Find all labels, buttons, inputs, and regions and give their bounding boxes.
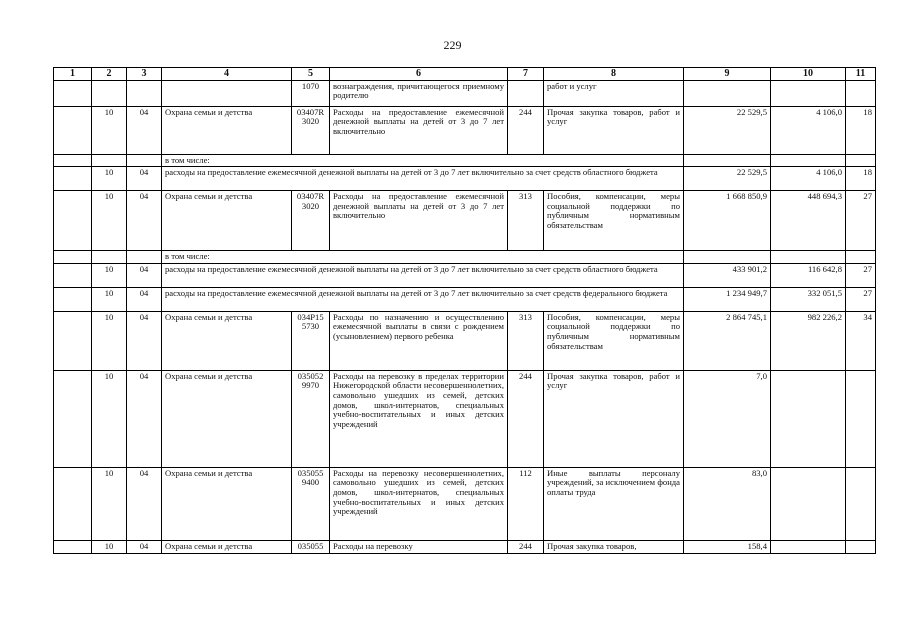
column-header-9: 9 — [684, 68, 771, 81]
cell-c1 — [54, 80, 92, 106]
cell-c1 — [54, 540, 92, 553]
column-header-11: 11 — [846, 68, 876, 81]
cell-c3: 04 — [127, 191, 162, 251]
cell-c10 — [771, 251, 846, 264]
cell-c3: 04 — [127, 467, 162, 540]
cell-c9 — [684, 251, 771, 264]
subtotal-label: в том числе: — [162, 154, 684, 167]
cell-c4: Охрана семьи и детства — [162, 370, 292, 467]
cell-c11 — [846, 80, 876, 106]
cell-c11 — [846, 251, 876, 264]
cell-c2: 10 — [92, 191, 127, 251]
cell-c8: Пособия, компенсации, меры социальной поддержки по публичным нормативным обязательствам — [544, 311, 684, 370]
cell-c7 — [508, 80, 544, 106]
cell-c3: 04 — [127, 370, 162, 467]
cell-c11: 27 — [846, 191, 876, 251]
cell-c4: Охрана семьи и детства — [162, 540, 292, 553]
table-row — [54, 80, 876, 106]
table-row — [54, 467, 876, 540]
column-header-2: 2 — [92, 68, 127, 81]
cell-c3: 04 — [127, 540, 162, 553]
cell-c1 — [54, 287, 92, 311]
cell-c2: 10 — [92, 540, 127, 553]
cell-c4: Охрана семьи и детства — [162, 191, 292, 251]
cell-c2: 10 — [92, 467, 127, 540]
cell-c10 — [771, 370, 846, 467]
table-row — [54, 370, 876, 467]
cell-c10: 4 106,0 — [771, 167, 846, 191]
cell-c10 — [771, 540, 846, 553]
cell-c9: 83,0 — [684, 467, 771, 540]
column-header-1: 1 — [54, 68, 92, 81]
cell-c7: 244 — [508, 540, 544, 553]
cell-c11: 27 — [846, 287, 876, 311]
cell-c11 — [846, 370, 876, 467]
table-row — [54, 106, 876, 154]
cell-c2 — [92, 154, 127, 167]
funding-source-description: расходы на предоставление ежемесячной денежной выплаты на детей от 3 до 7 лет включительно за счет средств федерального бюджета — [162, 287, 684, 311]
cell-c11 — [846, 154, 876, 167]
page-number: 229 — [443, 38, 462, 52]
column-header-10: 10 — [771, 68, 846, 81]
cell-c8: Пособия, компенсации, меры социальной поддержки по публичным нормативным обязательствам — [544, 191, 684, 251]
cell-c2 — [92, 80, 127, 106]
cell-c11: 27 — [846, 263, 876, 287]
cell-c3: 04 — [127, 287, 162, 311]
cell-c10 — [771, 154, 846, 167]
cell-c3: 04 — [127, 167, 162, 191]
cell-c6: Расходы на перевозку несовершеннолетних, самовольно ушедших из семей, детских домов, школ-интернатов, специальных учебно-воспитательных и иных детских учреждений — [330, 467, 508, 540]
cell-c7: 313 — [508, 311, 544, 370]
cell-c4: Охрана семьи и детства — [162, 467, 292, 540]
cell-c6: Расходы на предоставление ежемесячной денежной выплаты на детей от 3 до 7 лет включительно — [330, 106, 508, 154]
table-row — [54, 251, 876, 264]
cell-c4: Охрана семьи и детства — [162, 106, 292, 154]
table-row — [54, 191, 876, 251]
cell-c1 — [54, 251, 92, 264]
cell-c7: 244 — [508, 370, 544, 467]
cell-c3 — [127, 251, 162, 264]
cell-c6: Расходы на предоставление ежемесячной денежной выплаты на детей от 3 до 7 лет включительно — [330, 191, 508, 251]
cell-c9 — [684, 80, 771, 106]
column-header-6: 6 — [330, 68, 508, 81]
cell-c3 — [127, 80, 162, 106]
cell-c6: Расходы на перевозку в пределах территории Нижегородской области несовершеннолетних, самовольно ушедших из семей, детских домов, школ-интернатов, специальных учебно-воспитательных и иных детских учреждений — [330, 370, 508, 467]
cell-c11 — [846, 467, 876, 540]
cell-c6: Расходы по назначению и осуществлению ежемесячной выплаты в связи с рождением (усыновлением) первого ребенка — [330, 311, 508, 370]
cell-c9: 22 529,5 — [684, 167, 771, 191]
cell-c9: 1 668 850,9 — [684, 191, 771, 251]
cell-c5: 034P15 5730 — [292, 311, 330, 370]
cell-c9: 1 234 949,7 — [684, 287, 771, 311]
cell-c6: вознаграждения, причитающегося приемному родителю — [330, 80, 508, 106]
cell-c5: 035052 9970 — [292, 370, 330, 467]
column-header-5: 5 — [292, 68, 330, 81]
column-header-4: 4 — [162, 68, 292, 81]
cell-c10 — [771, 467, 846, 540]
cell-c1 — [54, 154, 92, 167]
cell-c10: 116 642,8 — [771, 263, 846, 287]
cell-c1 — [54, 467, 92, 540]
cell-c1 — [54, 167, 92, 191]
cell-c5: 035055 9400 — [292, 467, 330, 540]
cell-c11: 34 — [846, 311, 876, 370]
cell-c5: 035055 — [292, 540, 330, 553]
column-header-8: 8 — [544, 68, 684, 81]
cell-c2: 10 — [92, 311, 127, 370]
cell-c9: 158,4 — [684, 540, 771, 553]
cell-c4: Охрана семьи и детства — [162, 311, 292, 370]
table-row — [54, 311, 876, 370]
cell-c11: 18 — [846, 106, 876, 154]
cell-c9: 22 529,5 — [684, 106, 771, 154]
cell-c2: 10 — [92, 370, 127, 467]
funding-source-description: расходы на предоставление ежемесячной денежной выплаты на детей от 3 до 7 лет включительно за счет средств областного бюджета — [162, 263, 684, 287]
table-row — [54, 287, 876, 311]
table-row — [54, 540, 876, 553]
cell-c5: 1070 — [292, 80, 330, 106]
cell-c9: 433 901,2 — [684, 263, 771, 287]
cell-c2: 10 — [92, 263, 127, 287]
cell-c3: 04 — [127, 263, 162, 287]
cell-c4 — [162, 80, 292, 106]
cell-c7: 313 — [508, 191, 544, 251]
cell-c10: 332 051,5 — [771, 287, 846, 311]
cell-c8: Прочая закупка товаров, работ и услуг — [544, 106, 684, 154]
cell-c5: 03407R 3020 — [292, 106, 330, 154]
cell-c10: 982 226,2 — [771, 311, 846, 370]
table-row — [54, 167, 876, 191]
cell-c9 — [684, 154, 771, 167]
table-row — [54, 263, 876, 287]
cell-c1 — [54, 263, 92, 287]
cell-c2: 10 — [92, 167, 127, 191]
cell-c9: 2 864 745,1 — [684, 311, 771, 370]
header-row — [54, 68, 876, 81]
cell-c3 — [127, 154, 162, 167]
cell-c1 — [54, 106, 92, 154]
cell-c3: 04 — [127, 106, 162, 154]
cell-c8: работ и услуг — [544, 80, 684, 106]
cell-c1 — [54, 311, 92, 370]
cell-c10: 4 106,0 — [771, 106, 846, 154]
cell-c10: 448 694,3 — [771, 191, 846, 251]
cell-c5: 03407R 3020 — [292, 191, 330, 251]
cell-c3: 04 — [127, 311, 162, 370]
cell-c1 — [54, 370, 92, 467]
cell-c8: Иные выплаты персоналу учреждений, за исключением фонда оплаты труда — [544, 467, 684, 540]
cell-c9: 7,0 — [684, 370, 771, 467]
cell-c6: Расходы на перевозку — [330, 540, 508, 553]
cell-c10 — [771, 80, 846, 106]
cell-c7: 112 — [508, 467, 544, 540]
cell-c7: 244 — [508, 106, 544, 154]
cell-c2: 10 — [92, 287, 127, 311]
cell-c11: 18 — [846, 167, 876, 191]
funding-source-description: расходы на предоставление ежемесячной денежной выплаты на детей от 3 до 7 лет включительно за счет средств областного бюджета — [162, 167, 684, 191]
table-row — [54, 154, 876, 167]
subtotal-label: в том числе: — [162, 251, 684, 264]
table-body — [54, 80, 876, 553]
cell-c8: Прочая закупка товаров, — [544, 540, 684, 553]
column-header-3: 3 — [127, 68, 162, 81]
cell-c11 — [846, 540, 876, 553]
cell-c8: Прочая закупка товаров, работ и услуг — [544, 370, 684, 467]
cell-c2: 10 — [92, 106, 127, 154]
cell-c1 — [54, 191, 92, 251]
cell-c2 — [92, 251, 127, 264]
column-header-7: 7 — [508, 68, 544, 81]
budget-table — [53, 67, 876, 554]
